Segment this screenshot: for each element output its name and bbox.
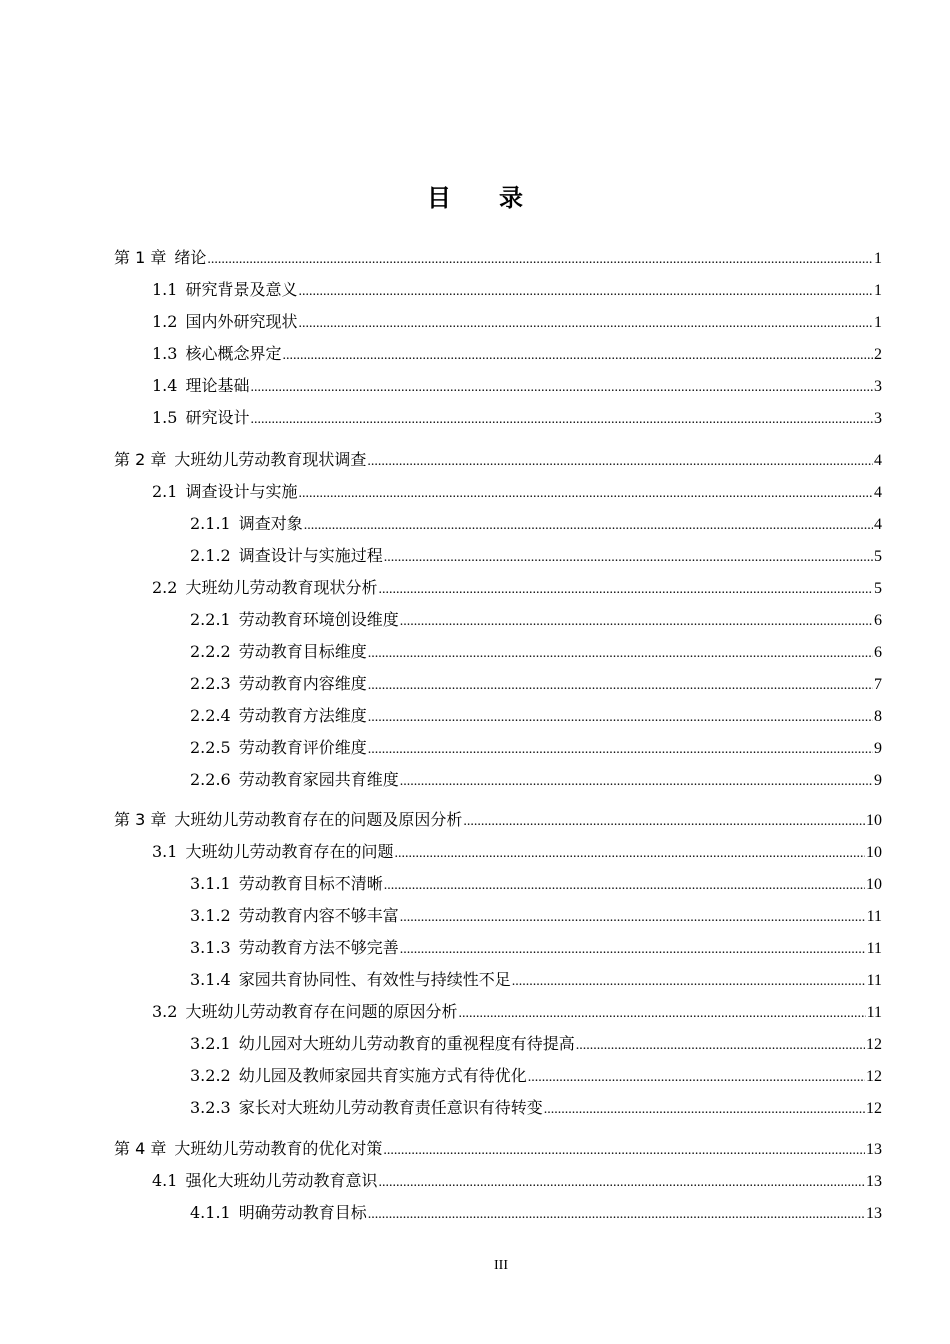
toc-entry-number: 3.1 bbox=[152, 842, 178, 861]
toc-entry-label: 幼儿园对大班幼儿劳动教育的重视程度有待提高 bbox=[238, 1034, 575, 1053]
toc-entry-page: 4 bbox=[874, 516, 882, 533]
toc-entry-page: 7 bbox=[874, 676, 882, 693]
toc-entry-number: 2.1 bbox=[152, 482, 178, 501]
toc-entry[interactable] bbox=[152, 310, 882, 334]
toc-entry[interactable] bbox=[190, 872, 882, 896]
toc-entry-label: 劳动教育目标维度 bbox=[238, 642, 367, 661]
toc-entry-label: 国内外研究现状 bbox=[185, 312, 298, 331]
toc-entry-page: 5 bbox=[874, 580, 882, 597]
toc-title: 目录 bbox=[427, 184, 571, 212]
dot-leader bbox=[383, 1139, 865, 1163]
dot-leader bbox=[298, 280, 873, 304]
toc-entry-label: 大班幼儿劳动教育的优化对策 bbox=[174, 1139, 383, 1158]
toc-entry[interactable] bbox=[152, 342, 882, 366]
toc-entry[interactable] bbox=[190, 544, 882, 568]
toc-entry-number: 1.2 bbox=[152, 312, 178, 331]
toc-entry-label: 绪论 bbox=[174, 248, 207, 267]
toc-entry[interactable] bbox=[190, 736, 882, 760]
toc-entry[interactable] bbox=[190, 904, 882, 928]
toc-entry-number: 3.1.4 bbox=[190, 970, 231, 989]
toc-entry[interactable] bbox=[190, 1032, 882, 1056]
toc-entry-label: 劳动教育目标不清晰 bbox=[238, 874, 383, 893]
toc-entry-label: 劳动教育评价维度 bbox=[238, 738, 367, 757]
toc-entry[interactable] bbox=[152, 1000, 882, 1024]
toc-entry-number: 第 3 章 bbox=[114, 810, 167, 829]
toc-entry-number: 第 1 章 bbox=[114, 248, 167, 267]
toc-entry-label: 劳动教育内容维度 bbox=[238, 674, 367, 693]
dot-leader bbox=[368, 642, 873, 666]
toc-entry-number: 2.2.5 bbox=[190, 738, 231, 757]
toc-entry-number: 2.2.4 bbox=[190, 706, 231, 725]
dot-leader bbox=[298, 482, 873, 506]
dot-leader bbox=[378, 1171, 865, 1195]
toc-entry-number: 4.1.1 bbox=[190, 1203, 231, 1222]
page-number-footer: III bbox=[494, 1258, 508, 1273]
toc-entry-number: 3.2.1 bbox=[190, 1034, 231, 1053]
toc-entry-number: 3.2 bbox=[152, 1002, 178, 1021]
toc-entry-label: 大班幼儿劳动教育存在问题的原因分析 bbox=[185, 1002, 458, 1021]
toc-entry[interactable] bbox=[152, 480, 882, 504]
dot-leader bbox=[463, 810, 865, 834]
toc-entry-label: 家园共育协同性、有效性与持续性不足 bbox=[238, 970, 511, 989]
toc-entry-page: 4 bbox=[874, 452, 882, 469]
toc-entry-page: 9 bbox=[874, 740, 882, 757]
toc-entry-label: 研究设计 bbox=[185, 408, 250, 427]
dot-leader bbox=[367, 450, 873, 474]
toc-entry-number: 3.2.2 bbox=[190, 1066, 231, 1085]
toc-entry-page: 11 bbox=[866, 940, 882, 957]
dot-leader bbox=[378, 578, 873, 602]
dot-leader bbox=[250, 376, 873, 400]
toc-entry-number: 1.5 bbox=[152, 408, 178, 427]
dot-leader bbox=[400, 610, 873, 634]
toc-entry-label: 研究背景及意义 bbox=[185, 280, 298, 299]
toc-entry[interactable] bbox=[152, 406, 882, 430]
toc-entry-number: 2.2.3 bbox=[190, 674, 231, 693]
toc-entry-page: 13 bbox=[866, 1173, 882, 1190]
dot-leader bbox=[394, 842, 865, 866]
toc-entry-number: 2.2.2 bbox=[190, 642, 231, 661]
toc-entry-number: 1.1 bbox=[152, 280, 178, 299]
dot-leader bbox=[576, 1034, 865, 1058]
toc-entry[interactable] bbox=[114, 246, 882, 270]
dot-leader bbox=[250, 408, 873, 432]
dot-leader bbox=[368, 706, 873, 730]
toc-entry[interactable] bbox=[152, 576, 882, 600]
toc-entry-page: 12 bbox=[866, 1100, 882, 1117]
toc-entry-page: 4 bbox=[874, 484, 882, 501]
toc-entry-page: 12 bbox=[866, 1068, 882, 1085]
toc-entry-label: 大班幼儿劳动教育现状调查 bbox=[174, 450, 367, 469]
toc-entry-label: 大班幼儿劳动教育现状分析 bbox=[185, 578, 378, 597]
dot-leader bbox=[400, 770, 873, 794]
toc-entry-label: 家长对大班幼儿劳动教育责任意识有待转变 bbox=[238, 1098, 543, 1117]
dot-leader bbox=[384, 874, 865, 898]
dot-leader bbox=[282, 344, 873, 368]
toc-entry-label: 调查设计与实施过程 bbox=[238, 546, 383, 565]
toc-entry-label: 核心概念界定 bbox=[185, 344, 282, 363]
toc-entry-number: 2.1.1 bbox=[190, 514, 231, 533]
toc-entry-page: 1 bbox=[874, 282, 882, 299]
dot-leader bbox=[368, 738, 873, 762]
toc-entry-label: 调查设计与实施 bbox=[185, 482, 298, 501]
dot-leader bbox=[298, 312, 873, 336]
toc-entry-page: 11 bbox=[866, 1004, 882, 1021]
dot-leader bbox=[384, 546, 873, 570]
toc-entry[interactable] bbox=[190, 1096, 882, 1120]
toc-entry-number: 2.2 bbox=[152, 578, 178, 597]
toc-entry-page: 3 bbox=[874, 410, 882, 427]
toc-entry-number: 3.1.2 bbox=[190, 906, 231, 925]
toc-entry[interactable] bbox=[190, 640, 882, 664]
toc-entry-page: 13 bbox=[866, 1205, 882, 1222]
toc-entry-label: 劳动教育内容不够丰富 bbox=[238, 906, 399, 925]
toc-entry-page: 9 bbox=[874, 772, 882, 789]
toc-entry[interactable] bbox=[190, 1064, 882, 1088]
dot-leader bbox=[368, 674, 873, 698]
toc-entry-page: 12 bbox=[866, 1036, 882, 1053]
toc-entry[interactable] bbox=[190, 768, 882, 792]
toc-entry-page: 6 bbox=[874, 612, 882, 629]
toc-entry-number: 第 2 章 bbox=[114, 450, 167, 469]
toc-entry-number: 3.1.1 bbox=[190, 874, 231, 893]
toc-entry-label: 调查对象 bbox=[238, 514, 303, 533]
dot-leader bbox=[368, 1203, 865, 1227]
toc-entry-label: 劳动教育方法不够完善 bbox=[238, 938, 399, 957]
toc-entry-number: 2.1.2 bbox=[190, 546, 231, 565]
toc-entry-page: 2 bbox=[874, 346, 882, 363]
toc-entry-page: 3 bbox=[874, 378, 882, 395]
dot-leader bbox=[458, 1002, 865, 1026]
toc-entry[interactable] bbox=[190, 1201, 882, 1225]
toc-entry[interactable] bbox=[190, 608, 882, 632]
toc-entry-page: 1 bbox=[874, 314, 882, 331]
toc-entry-label: 理论基础 bbox=[185, 376, 250, 395]
toc-entry-page: 10 bbox=[866, 876, 882, 893]
dot-leader bbox=[400, 938, 866, 962]
toc-entry-page: 6 bbox=[874, 644, 882, 661]
toc-entry[interactable] bbox=[152, 278, 882, 302]
toc-entry-label: 明确劳动教育目标 bbox=[238, 1203, 367, 1222]
toc-entry[interactable] bbox=[190, 936, 882, 960]
toc-entry[interactable] bbox=[190, 672, 882, 696]
toc-entry-number: 4.1 bbox=[152, 1171, 178, 1190]
toc-entry-page: 5 bbox=[874, 548, 882, 565]
toc-entry-label: 劳动教育方法维度 bbox=[238, 706, 367, 725]
toc-entry-number: 1.4 bbox=[152, 376, 178, 395]
toc-entry[interactable] bbox=[114, 1137, 882, 1161]
toc-entry[interactable] bbox=[114, 808, 882, 832]
toc-entry-page: 8 bbox=[874, 708, 882, 725]
toc-entry-page: 10 bbox=[866, 812, 882, 829]
toc-entry[interactable] bbox=[152, 840, 882, 864]
toc-entry[interactable] bbox=[114, 448, 882, 472]
toc-entry[interactable] bbox=[190, 704, 882, 728]
toc-entry-number: 3.2.3 bbox=[190, 1098, 231, 1117]
toc-entry-page: 1 bbox=[874, 250, 882, 267]
dot-leader bbox=[544, 1098, 865, 1122]
toc-entry-page: 11 bbox=[866, 908, 882, 925]
toc-entry-number: 2.2.1 bbox=[190, 610, 231, 629]
toc-entry-label: 幼儿园及教师家园共育实施方式有待优化 bbox=[238, 1066, 527, 1085]
toc-entry-label: 强化大班幼儿劳动教育意识 bbox=[185, 1171, 378, 1190]
toc-entry-page: 11 bbox=[866, 972, 882, 989]
toc-entry-number: 3.1.3 bbox=[190, 938, 231, 957]
dot-leader bbox=[512, 970, 866, 994]
toc-entry-number: 2.2.6 bbox=[190, 770, 231, 789]
toc-entry-number: 第 4 章 bbox=[114, 1139, 167, 1158]
toc-entry[interactable] bbox=[190, 512, 882, 536]
toc-entry[interactable] bbox=[152, 1169, 882, 1193]
dot-leader bbox=[207, 248, 873, 272]
dot-leader bbox=[400, 906, 866, 930]
toc-entry-page: 13 bbox=[866, 1141, 882, 1158]
toc-entry-label: 劳动教育环境创设维度 bbox=[238, 610, 399, 629]
toc-entry-label: 大班幼儿劳动教育存在的问题 bbox=[185, 842, 394, 861]
toc-entry-label: 大班幼儿劳动教育存在的问题及原因分析 bbox=[174, 810, 463, 829]
dot-leader bbox=[528, 1066, 865, 1090]
dot-leader bbox=[304, 514, 873, 538]
toc-entry-number: 1.3 bbox=[152, 344, 178, 363]
toc-entry[interactable] bbox=[152, 374, 882, 398]
toc-entry-page: 10 bbox=[866, 844, 882, 861]
toc-entry-label: 劳动教育家园共育维度 bbox=[238, 770, 399, 789]
toc-entry[interactable] bbox=[190, 968, 882, 992]
